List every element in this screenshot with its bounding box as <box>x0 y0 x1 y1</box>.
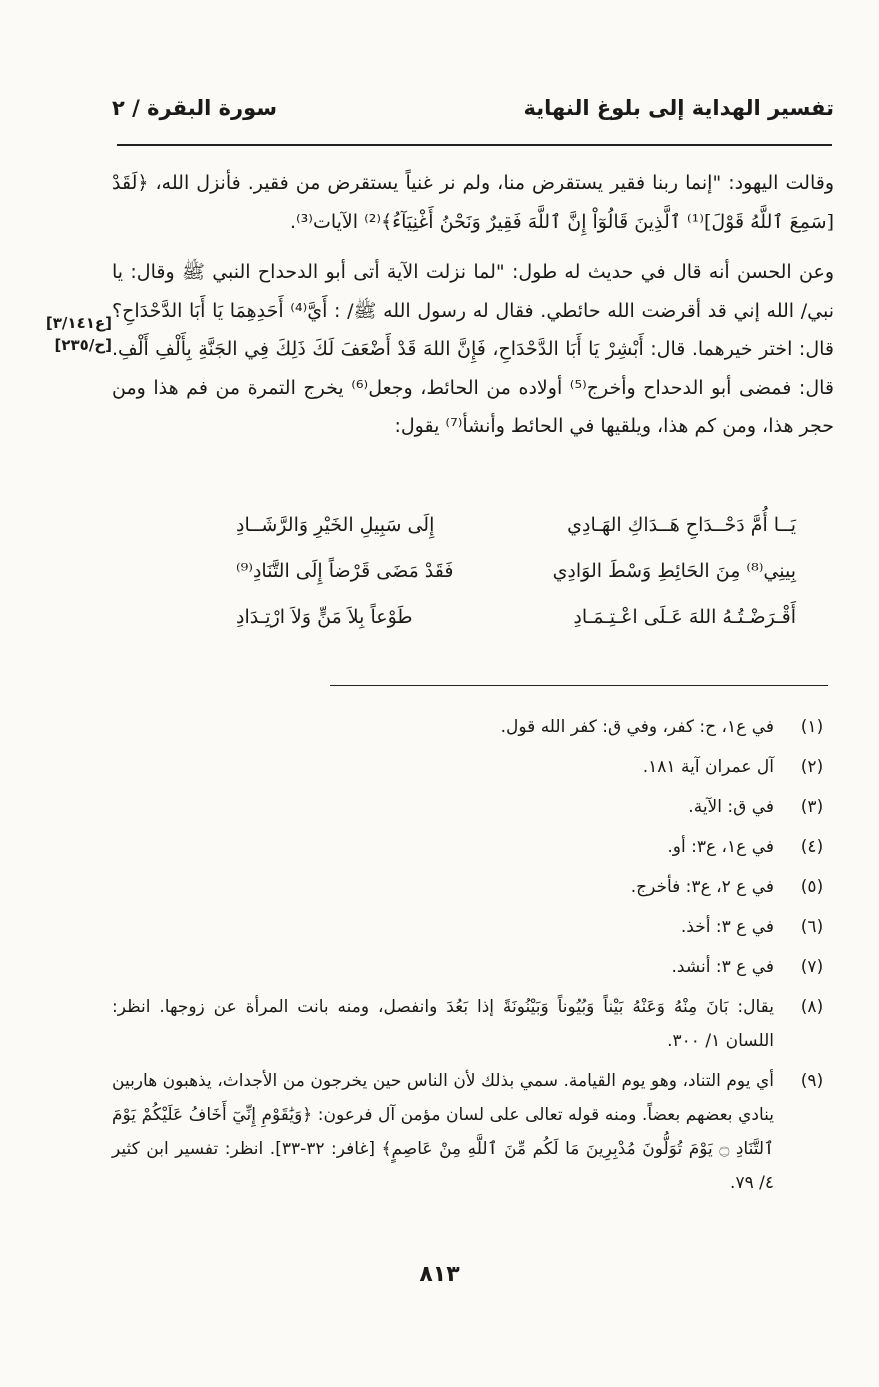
poem-verse <box>236 560 796 606</box>
poem-verse <box>236 514 796 560</box>
footnote-text: في ع١، ع٣: أو. <box>667 837 774 857</box>
margin-ref: [ح/٢٣٥] <box>54 336 112 354</box>
footnote-number: (٦) <box>800 917 824 937</box>
footnote-text: في ع ٢، ع٣: فأخرج. <box>630 877 774 897</box>
footnote-number: (٥) <box>800 877 824 897</box>
footnote <box>112 830 834 864</box>
footnote-number: (٣) <box>800 797 824 817</box>
page-header <box>112 96 834 132</box>
footnote-text: في ع ٣: أخذ. <box>680 917 774 937</box>
page-number: ٨١٣ <box>419 1262 460 1287</box>
paragraph: وعن الحسن أنه قال في حديث له طول: "لما نزلت الآية أتى أبو الدحداح النبي ﷺ وقال: يا نبي/ الله إني قد أقرضت الله حائطي. فقال له رسول الله ﷺ/ : أَيَّ⁽⁴⁾ أَحَدِهِمَا يَا أَبَا الدَّحْدَاحِ؟ قال: اختر خيرهما. قال: أَبْشِرْ يَا أَبَا الدَّحْدَاحِ، فَإِنَّ اللهَ قَدْ أَضْعَفَ لَكَ ذَلِكَ فِي الجَنَّةِ بِأَلْفِ أَلْفِ. قال: فمضى أبو الدحداح وأخرج⁽⁵⁾ أولاده من الحائط، وجعل⁽⁶⁾ يخرج التمرة من فم هذا ومن حجر هذا، ومن كم هذا، ويلقيها في الحائط وأنشأ⁽⁷⁾ يقول: <box>112 261 834 437</box>
footnote-number: (٢) <box>800 757 824 777</box>
footnote <box>112 710 834 744</box>
footnote-number: (٧) <box>800 957 824 977</box>
footnote <box>112 750 834 784</box>
footnote-number: (٨) <box>800 997 824 1017</box>
poem-hemistich: فَقَدْ مَضَى قَرْضاً إِلَى التَّنَادِ⁽⁹⁾ <box>236 560 454 582</box>
margin-references <box>32 312 112 356</box>
footnote-text: أي يوم التناد، وهو يوم القيامة. سمي بذلك لأن الناس حين يخرجون من الأجداث، يذهبون هاربين ينادي بعضهم بعضاً. ومنه قوله تعالى على لسان مؤمن آل فرعون: ﴿وَيَٰقَوْمِ إِنِّيٓ أَخَافُ عَلَيْكُمْ يَوْمَ ٱلتَّنَادِ ۝ يَوْمَ تُوَلُّونَ مُدْبِرِينَ مَا لَكُم مِّنَ ٱللَّهِ مِنْ عَاصِمٍ﴾ [غافر: ٣٢-٣٣]. انظر: تفسير ابن كثير ٤/ ٧٩. <box>112 1071 774 1193</box>
footnote-text: يقال: بَانَ مِنْهُ وَعَنْهُ بَيْناً وَبُيُوناً وَبَيْنُونَةً إذا بَعُدَ وانفصل، ومنه بانت المرأة عن زوجها. انظر: اللسان ١/ ٣٠٠. <box>112 997 774 1051</box>
footnote-number: (٩) <box>800 1071 824 1091</box>
header-rule <box>117 144 832 146</box>
paragraph-intro: وقالت اليهود: "إنما ربنا فقير يستقرض منا، ولم نر غنياً يستقرض من فقير. فأنزل الله، <box>148 172 834 194</box>
footnote-text: في ع ٣: أنشد. <box>671 957 774 977</box>
quran-verse: ﴿لَقَدْ [سَمِعَ ٱللَّهُ قَوْلَ]⁽¹⁾ ٱلَّذِينَ قَالُوٓاْ إِنَّ ٱللَّهَ فَقِيرٌ وَنَحْنُ أَغْنِيَآءُ﴾ <box>112 172 834 233</box>
footnote <box>112 950 834 984</box>
paragraph-outro: ⁽²⁾ الآيات⁽³⁾. <box>289 210 382 233</box>
footnote-text: في ق: الآية. <box>688 797 774 817</box>
poem-hemistich: أَقْـرَضْـتُـهُ اللهَ عَـلَى اعْـتِـمَـادِ <box>573 606 796 628</box>
footnote-rule <box>330 685 828 686</box>
footnote-number: (٤) <box>800 837 824 857</box>
poem <box>236 514 796 652</box>
poem-hemistich: طَوْعاً بِلاَ مَنٍّ وَلاَ ارْتِـدَادِ <box>236 606 413 628</box>
footnote <box>112 870 834 904</box>
footnote-number: (١) <box>800 717 824 737</box>
poem-hemistich: إِلَى سَبِيلِ الخَيْرِ وَالرَّشَــادِ <box>236 514 435 536</box>
poem-verse <box>236 606 796 652</box>
poem-hemistich: يَــا أُمَّ دَحْــدَاحِ هَــدَاكِ الهَـادِي <box>567 514 796 536</box>
poem-hemistich: بِينِي⁽⁸⁾ مِنَ الحَائِطِ وَسْطَ الوَادِي <box>552 560 796 582</box>
margin-ref: [ع٣/١٤١] <box>45 314 112 332</box>
book-title: تفسير الهداية إلى بلوغ النهاية <box>523 96 834 120</box>
footnotes <box>112 710 834 1206</box>
footnote <box>112 910 834 944</box>
main-text <box>112 164 834 446</box>
footnote-text: آل عمران آية ١٨١. <box>642 757 774 777</box>
surah-title: سورة البقرة / ٢ <box>112 96 277 120</box>
footnote <box>112 790 834 824</box>
footnote <box>112 1064 834 1200</box>
footnote <box>112 990 834 1058</box>
footnote-text: في ع١، ح: كفر، وفي ق: كفر الله قول. <box>500 717 774 737</box>
paragraph <box>112 164 834 241</box>
